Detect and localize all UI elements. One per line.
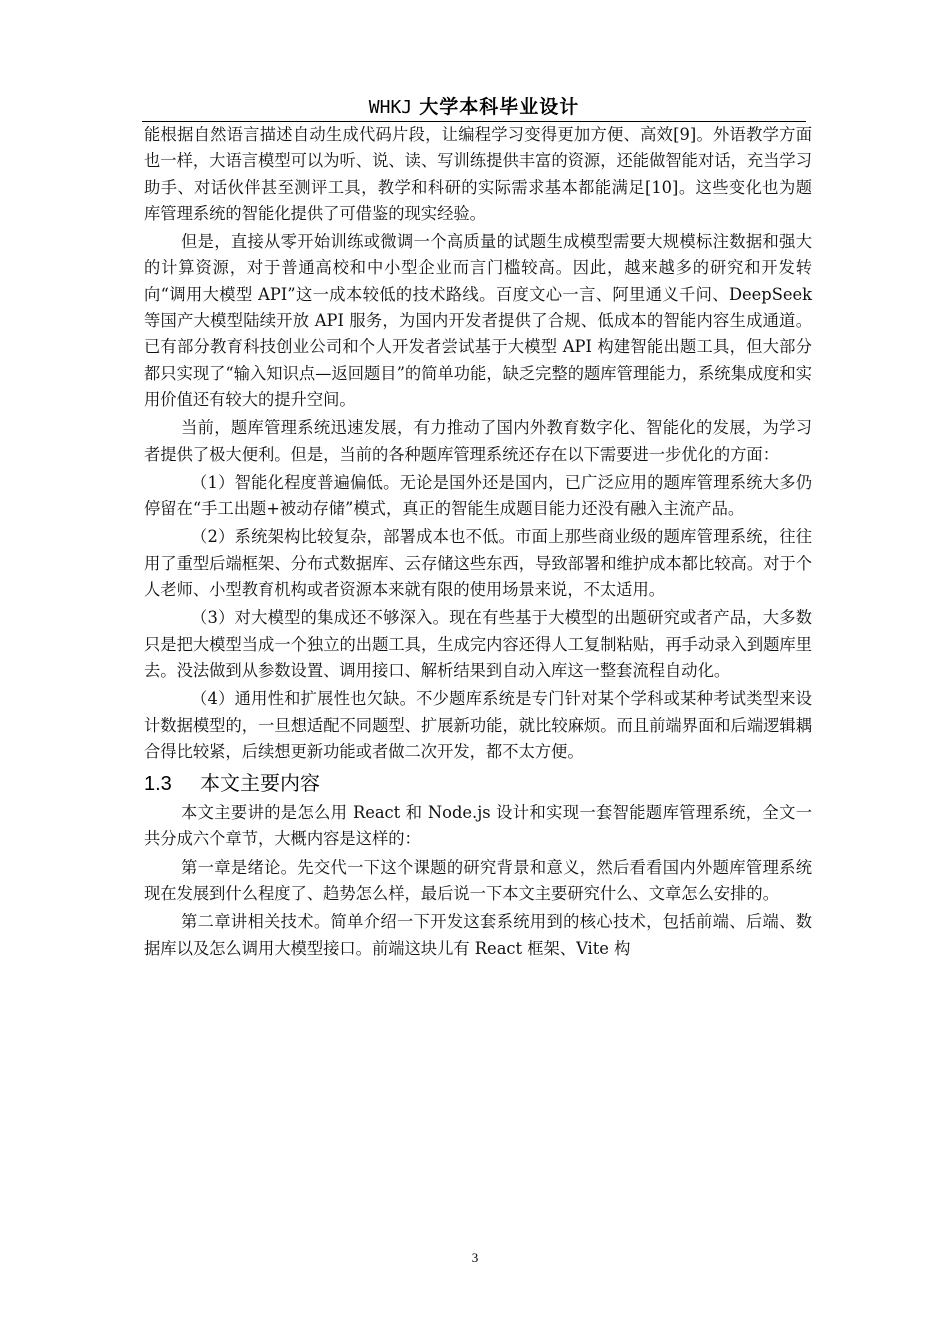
paragraph: 但是，直接从零开始训练或微调一个高质量的试题生成模型需要大规模标注数据和强大的计算资源，对于普通高校和中小型企业而言门槛较高。因此，越来越多的研究和开发转向“调用大模型 API”这一成本较低的技术路线。百度文心一言、阿里通义千问、DeepSeek 等国产大模型陆续开放 API 服务，为国内开发者提供了合规、低成本的智能内容生成通道。已有部分教育科技创业公司和个人开发者尝试基于大模型 API 构建智能出题工具，但大部分都只实现了“输入知识点—返回题目”的简单功能，缺乏完整的题库管理能力，系统集成度和实用价值还有较大的提升空间。 (144, 232, 812, 409)
section-title: 本文主要内容 (200, 773, 320, 796)
paragraph: 第一章是绪论。先交代一下这个课题的研究背景和意义，然后看看国内外题库管理系统现在发展到什么程度了、趋势怎么样，最后说一下本文主要研究什么、文章怎么安排的。 (144, 857, 812, 904)
list-item: （4）通用性和扩展性也欠缺。不少题库系统是专门针对某个学科或某种考试类型来设计数据模型的，一旦想适配不同题型、扩展新功能，就比较麻烦。而且前端界面和后端逻辑耦合得比较紧，后续想更新功能或者做二次开发，都不太方便。 (144, 689, 812, 761)
section-number: 1.3 (144, 773, 172, 796)
list-item: （3）对大模型的集成还不够深入。现在有些基于大模型的出题研究或者产品，大多数只是把大模型当成一个独立的出题工具，生成完内容还得人工复制粘贴，再手动录入到题库里去。没法做到从参数设置、调用接口、解析结果到自动入库这一整套流程自动化。 (144, 608, 812, 680)
page-number: 3 (471, 1250, 479, 1265)
paragraph: 当前，题库管理系统迅速发展，有力推动了国内外教育数字化、智能化的发展，为学习者提供了极大便利。但是，当前的各种题库管理系统还存在以下需要进一步优化的方面： (144, 418, 812, 464)
document-body (144, 122, 812, 964)
list-item: （1）智能化程度普遍偏低。无论是国外还是国内，已广泛应用的题库管理系统大多仍停留在“手工出题+被动存储”模式，真正的智能生成题目能力还没有融入主流产品。 (144, 472, 812, 519)
header-university: 大学本科毕业设计 (419, 96, 580, 118)
paragraph: 本文主要讲的是怎么用 React 和 Node.js 设计和实现一套智能题库管理系统，全文一共分成六个章节，大概内容是这样的： (144, 803, 812, 849)
section-heading (144, 772, 812, 796)
paragraph-continued: 能根据自然语言描述自动生成代码片段，让编程学习变得更加方便、高效[9]。外语教学方面也一样，大语言模型可以为听、说、读、写训练提供丰富的资源，还能做智能对话，充当学习助手、对话伙伴甚至测评工具，教学和科研的实际需求基本都能满足[10]。这些变化也为题库管理系统的智能化提供了可借鉴的现实经验。 (144, 125, 812, 223)
paragraph: 第二章讲相关技术。简单介绍一下开发这套系统用到的核心技术，包括前端、后端、数据库以及怎么调用大模型接口。前端这块儿有 React 框架、Vite 构 (144, 912, 812, 958)
header-code: WHKJ (368, 97, 413, 118)
list-item: （2）系统架构比较复杂，部署成本也不低。市面上那些商业级的题库管理系统，往往用了重型后端框架、分布式数据库、云存储这些东西，导致部署和维护成本都比较高。对于个人老师、小型教育机构或者资源本来就有限的使用场景来说，不太适用。 (144, 527, 812, 600)
running-header (142, 92, 806, 122)
